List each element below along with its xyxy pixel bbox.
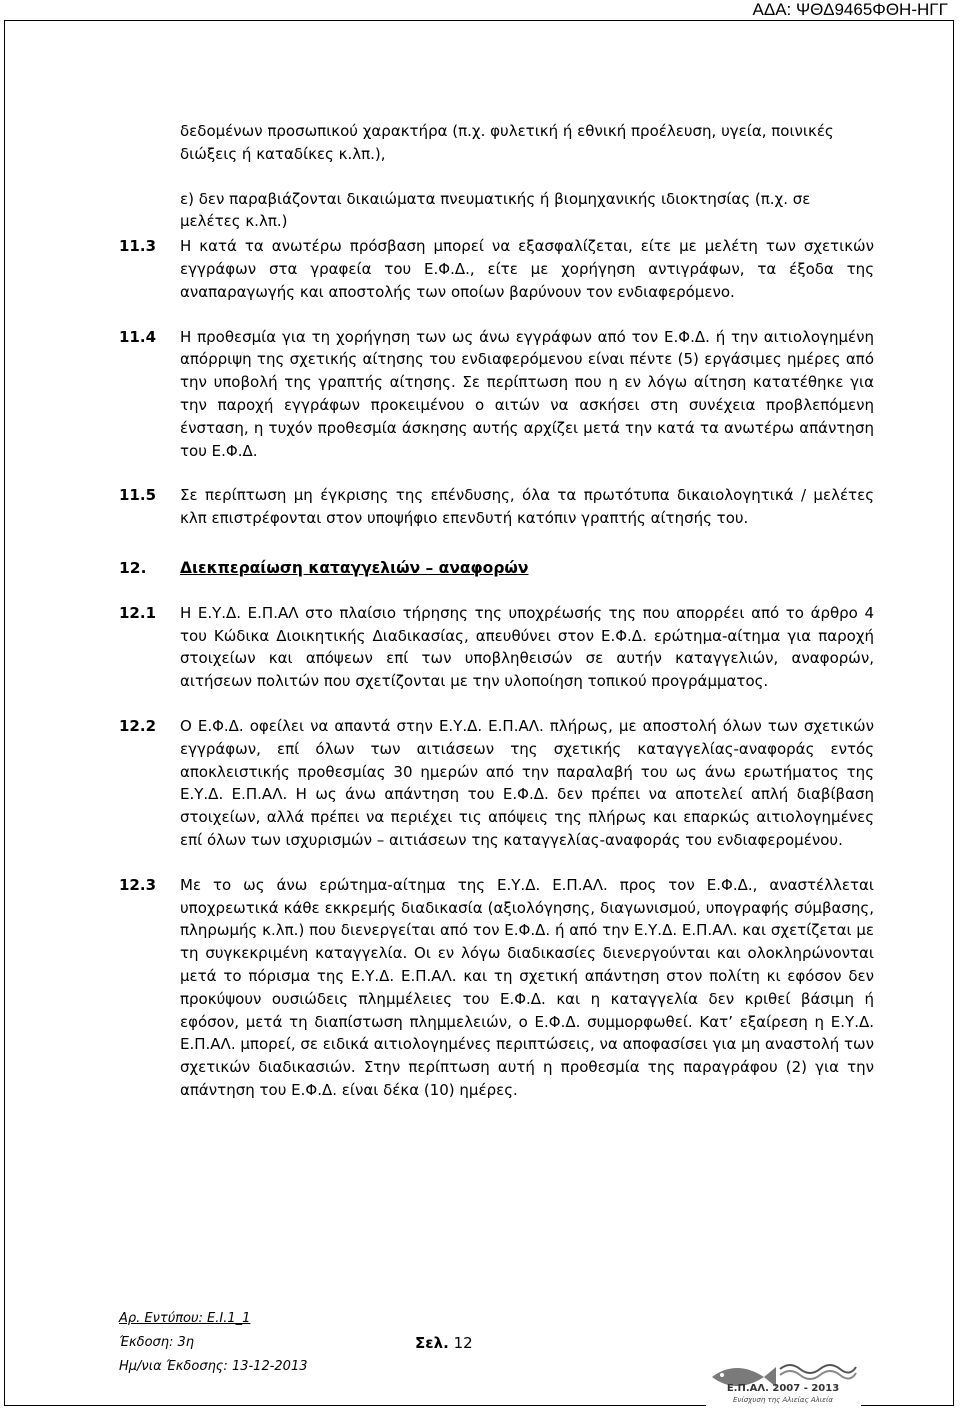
- item-11-3: [119, 235, 874, 303]
- item-text: Η προθεσμία για τη χορήγηση των ως άνω εγγράφων από τον Ε.Φ.Δ. ή την αιτιολογημένη απόρριψη της σχετικής αίτησης του ενδιαφερόμενου είναι πέντε (5) εργάσιμες ημέρες από την υποβολή της γραπτής αίτησης. Σε περίπτωση που η εν λόγω αίτηση κατατέθηκε για την παροχή εγγράφων προκειμένου ο αιτών να ασκήσει στη συνέχεια προβλεπόμενη ένσταση, η τυχόν προθεσμία άσκησης αυτής αρχίζει μετά την κατά τα ανωτέρω απάντηση του Ε.Φ.Δ.: [180, 327, 874, 460]
- intro-block: [119, 120, 874, 233]
- footer-form-number: Αρ. Εντύπου: Ε.Ι.1_1: [119, 1311, 251, 1326]
- item-number: 12.3: [119, 875, 157, 894]
- logo-subtitle: Ενίσχυση της Αλιείας Αλιεία: [733, 1396, 833, 1404]
- document-body: [119, 120, 874, 1102]
- page-number-value: 12: [453, 1334, 473, 1352]
- item-text: Με το ως άνω ερώτημα-αίτημα της Ε.Υ.Δ. Ε.Π.ΑΛ. προς τον Ε.Φ.Δ., αναστέλλεται υποχρεωτικά κάθε εκκρεμής διαδικασία (αξιολόγησης, διαγωνισμού, υπογραφής σύμβασης, πληρωμής κ.λπ.) που διενεργείται από τον Ε.Φ.Δ. ή από την Ε.Υ.Δ. Ε.Π.ΑΛ. και σχετίζεται με τη συγκεκριμένη καταγγελία. Οι εν λόγω διαδικασίες διενεργούνται και ολοκληρώνονται μετά το πόρισμα της Ε.Υ.Δ. Ε.Π.ΑΛ. και τη σχετική απάντηση στον πολίτη κι εφόσον δεν προκύψουν ουσιώδεις πλημμέλειες του Ε.Φ.Δ. και η καταγγελία δεν κριθεί βάσιμη ή εφόσον, μετά τη διαπίστωση πλημμελειών, ο Ε.Φ.Δ. συμμορφωθεί. Κατ’ εξαίρεση η Ε.Υ.Δ. Ε.Π.ΑΛ. μπορεί, σε ειδικά αιτιολογημένες περιπτώσεις, να αποφασίσει για μη αναστολή των σχετικών διαδικασιών. Στην περίπτωση αυτή η προθεσμία της παραγράφου (2) για την απάντηση του Ε.Φ.Δ. είναι δέκα (10) ημέρες.: [180, 875, 874, 1099]
- logo-title: Ε.Π.ΑΛ. 2007 - 2013: [726, 1383, 840, 1394]
- item-12-2: [119, 715, 874, 852]
- page-label: Σελ.: [415, 1334, 449, 1352]
- item-text: Ο Ε.Φ.Δ. οφείλει να απαντά στην Ε.Υ.Δ. Ε.Π.ΑΛ. πλήρως, με αποστολή όλων των σχετικών εγγράφων, επί όλων των αιτιάσεων της σχετικής καταγγελίας-αναφοράς εντός αποκλειστικής προθεσμίας 30 ημερών από την παραλαβή του ως άνω ερωτήματος της Ε.Υ.Δ. Ε.Π.ΑΛ. Η ως άνω απάντηση του Ε.Φ.Δ. δεν πρέπει να αποτελεί απλή διαβίβαση στοιχείων, αλλά πρέπει να περιέχει τις απόψεις της πλήρως και επαρκώς αιτιολογημένες επί όλων των ισχυρισμών – αιτιάσεων της καταγγελίας-αναφοράς του ενδιαφερομένου.: [180, 716, 874, 849]
- item-number: 11.5: [119, 486, 157, 505]
- intro-paragraph-d: δεδομένων προσωπικού χαρακτήρα (π.χ. φυλετική ή εθνική προέλευση, υγεία, ποινικές διώξεις ή καταδίκες κ.λπ.),: [180, 122, 834, 163]
- item-11-5: [119, 484, 874, 530]
- item-number: 11.3: [119, 237, 157, 256]
- item-12-1: [119, 602, 874, 693]
- epal-logo: [706, 1355, 861, 1407]
- intro-paragraph-e: ε) δεν παραβιάζονται δικαιώματα πνευματικής ή βιομηχανικής ιδιοκτησίας (π.χ. σε μελέτες κ.λπ.): [180, 189, 811, 231]
- section-title: Διεκπεραίωση καταγγελιών – αναφορών: [180, 558, 529, 577]
- page-number: [415, 1331, 473, 1355]
- item-text: Η Ε.Υ.Δ. Ε.Π.ΑΛ στο πλαίσιο τήρησης της υποχρέωσής της που απορρέει από το άρθρο 4 του Κώδικα Διοικητικής Διαδικασίας, απευθύνει στον Ε.Φ.Δ. ερώτημα-αίτημα για παροχή στοιχείων και απόψεων επί των υποβληθεισών σε αυτήν καταγγελιών, αναφορών, αιτήσεων πολιτών που σχετίζονται με την υλοποίηση τοπικού προγράμματος.: [180, 603, 874, 691]
- section-number: 12.: [119, 558, 147, 577]
- item-text: Η κατά τα ανωτέρω πρόσβαση μπορεί να εξασφαλίζεται, είτε με μελέτη των σχετικών εγγράφων στα γραφεία του Ε.Φ.Δ., είτε με χορήγηση αντιγράφων, τα έξοδα της αναπαραγωγής και αποστολής των οποίων βαρύνουν τον ενδιαφερόμενο.: [180, 237, 874, 301]
- item-number: 12.2: [119, 716, 157, 735]
- footer-edition-date: Ημ/νια Έκδοσης: 13-12-2013: [119, 1359, 308, 1374]
- item-text: Σε περίπτωση μη έγκρισης της επένδυσης, όλα τα πρωτότυπα δικαιολογητικά / μελέτες κλπ επιστρέφονται στον υποψήφιο επενδυτή κατόπιν γραπτής αίτησής του.: [180, 486, 874, 528]
- item-number: 12.1: [119, 603, 157, 622]
- section-heading-12: [119, 557, 874, 580]
- item-11-4: [119, 326, 874, 463]
- footer-edition: Έκδοση: 3η: [119, 1335, 195, 1350]
- item-12-3: [119, 874, 874, 1102]
- ada-code: ΑΔΑ: ΨΘΔ9465ΦΘΗ-ΗΓΓ: [752, 0, 948, 19]
- item-number: 11.4: [119, 327, 157, 346]
